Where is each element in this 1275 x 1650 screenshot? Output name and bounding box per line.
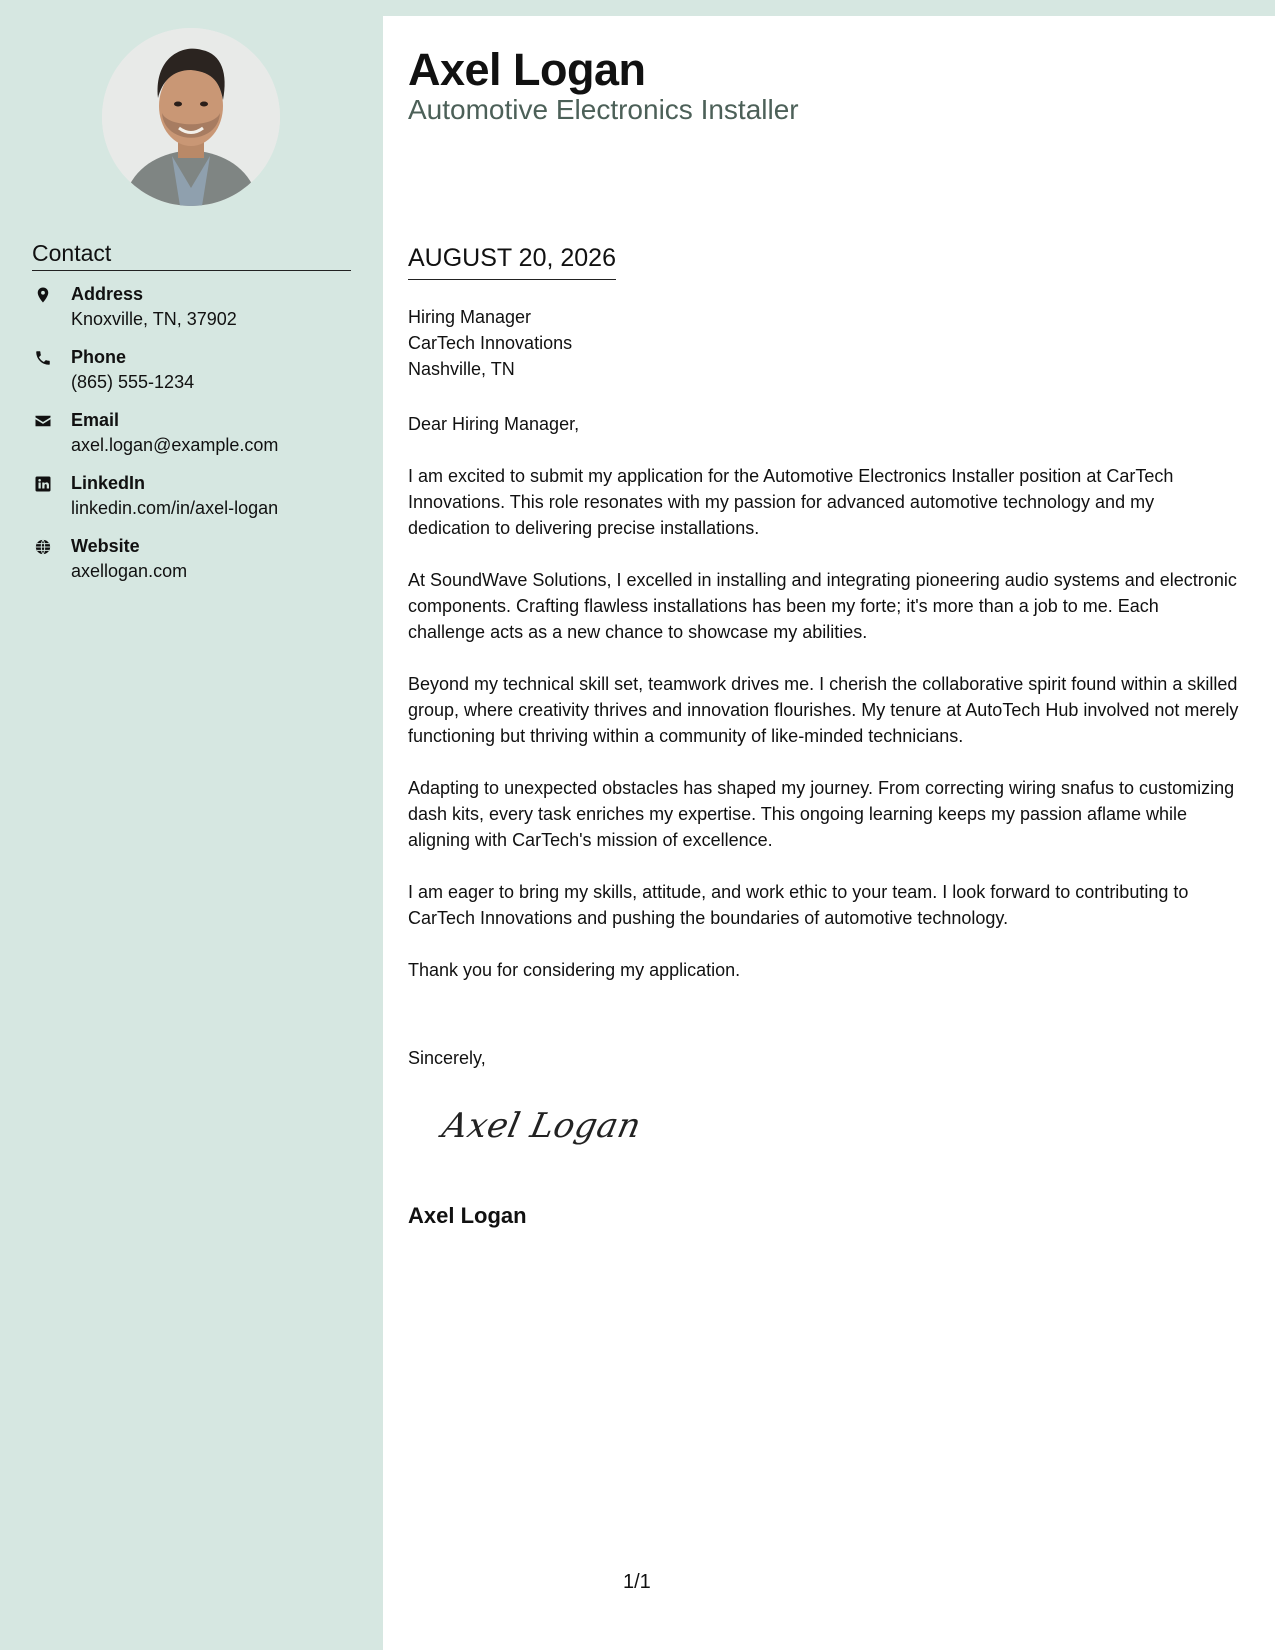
page-number: 1/1 xyxy=(623,1571,651,1593)
applicant-name: Axel Logan xyxy=(408,44,646,95)
contact-value: (865) 555-1234 xyxy=(71,372,195,392)
contact-list xyxy=(32,284,362,599)
paragraph: At SoundWave Solutions, I excelled in installing and integrating pioneering audio systems and electronic components. Crafting flawless installations has been my forte; it's more than a job to me. Each challenge acts as a new chance to showcase my abilities. xyxy=(408,570,1237,642)
paragraph: I am eager to bring my skills, attitude, and work ethic to your team. I look forward to contributing to CarTech Innovations and pushing the boundaries of automotive technology. xyxy=(408,882,1189,928)
envelope-icon xyxy=(34,412,52,430)
letter-body xyxy=(383,16,1275,1650)
closing: Sincerely, xyxy=(408,1048,486,1068)
sidebar xyxy=(0,0,383,1650)
salutation: Dear Hiring Manager, xyxy=(408,414,580,434)
letter-text xyxy=(408,411,1240,1009)
contact-label: Website xyxy=(71,536,140,556)
contact-item-address xyxy=(32,284,362,347)
contact-label: Address xyxy=(71,284,144,304)
contact-value: linkedin.com/in/axel-logan xyxy=(71,498,279,518)
paragraph: I am excited to submit my application for the Automotive Electronics Installer position at CarTech Innovations. This role resonates with my passion for advanced automotive technology and my dedication to delivering precise installations. xyxy=(408,466,1174,538)
contact-label: Phone xyxy=(71,347,127,367)
recipient-line: Nashville, TN xyxy=(408,359,515,379)
signer-name: Axel Logan xyxy=(408,1203,527,1228)
contact-value: axellogan.com xyxy=(71,561,188,581)
contact-item-linkedin xyxy=(32,473,362,536)
linkedin-icon xyxy=(34,475,52,493)
contact-heading: Contact xyxy=(32,240,351,271)
recipient-line: CarTech Innovations xyxy=(408,333,573,353)
signature: Axel Logan xyxy=(438,1106,645,1146)
contact-item-website xyxy=(32,536,362,599)
paragraph: Thank you for considering my application. xyxy=(408,960,741,980)
phone-icon xyxy=(34,349,52,367)
paragraph: Beyond my technical skill set, teamwork drives me. I cherish the collaborative spirit found within a skilled group, where creativity thrives and innovation flourishes. My tenure at AutoTech Hub involved not merely functioning but thriving within a community of like-minded technicians. xyxy=(408,674,1239,746)
contact-item-phone xyxy=(32,347,362,410)
contact-label: LinkedIn xyxy=(71,473,146,493)
profile-photo-illustration xyxy=(102,28,280,206)
contact-value: Knoxville, TN, 37902 xyxy=(71,309,237,329)
recipient-line: Hiring Manager xyxy=(408,307,532,327)
contact-label: Email xyxy=(71,410,120,430)
recipient-block xyxy=(408,304,572,382)
contact-item-email xyxy=(32,410,362,473)
contact-value: axel.logan@example.com xyxy=(71,435,279,455)
map-pin-icon xyxy=(34,286,52,304)
job-title: Automotive Electronics Installer xyxy=(408,94,799,125)
profile-photo xyxy=(102,28,280,206)
paragraph: Adapting to unexpected obstacles has shaped my journey. From correcting wiring snafus to customizing dash kits, every task enriches my expertise. This ongoing learning keeps my passion aflame while aligning with CarTech's mission of excellence. xyxy=(408,778,1235,850)
globe-icon xyxy=(34,538,52,556)
letter-date: AUGUST 20, 2026 xyxy=(408,244,616,280)
